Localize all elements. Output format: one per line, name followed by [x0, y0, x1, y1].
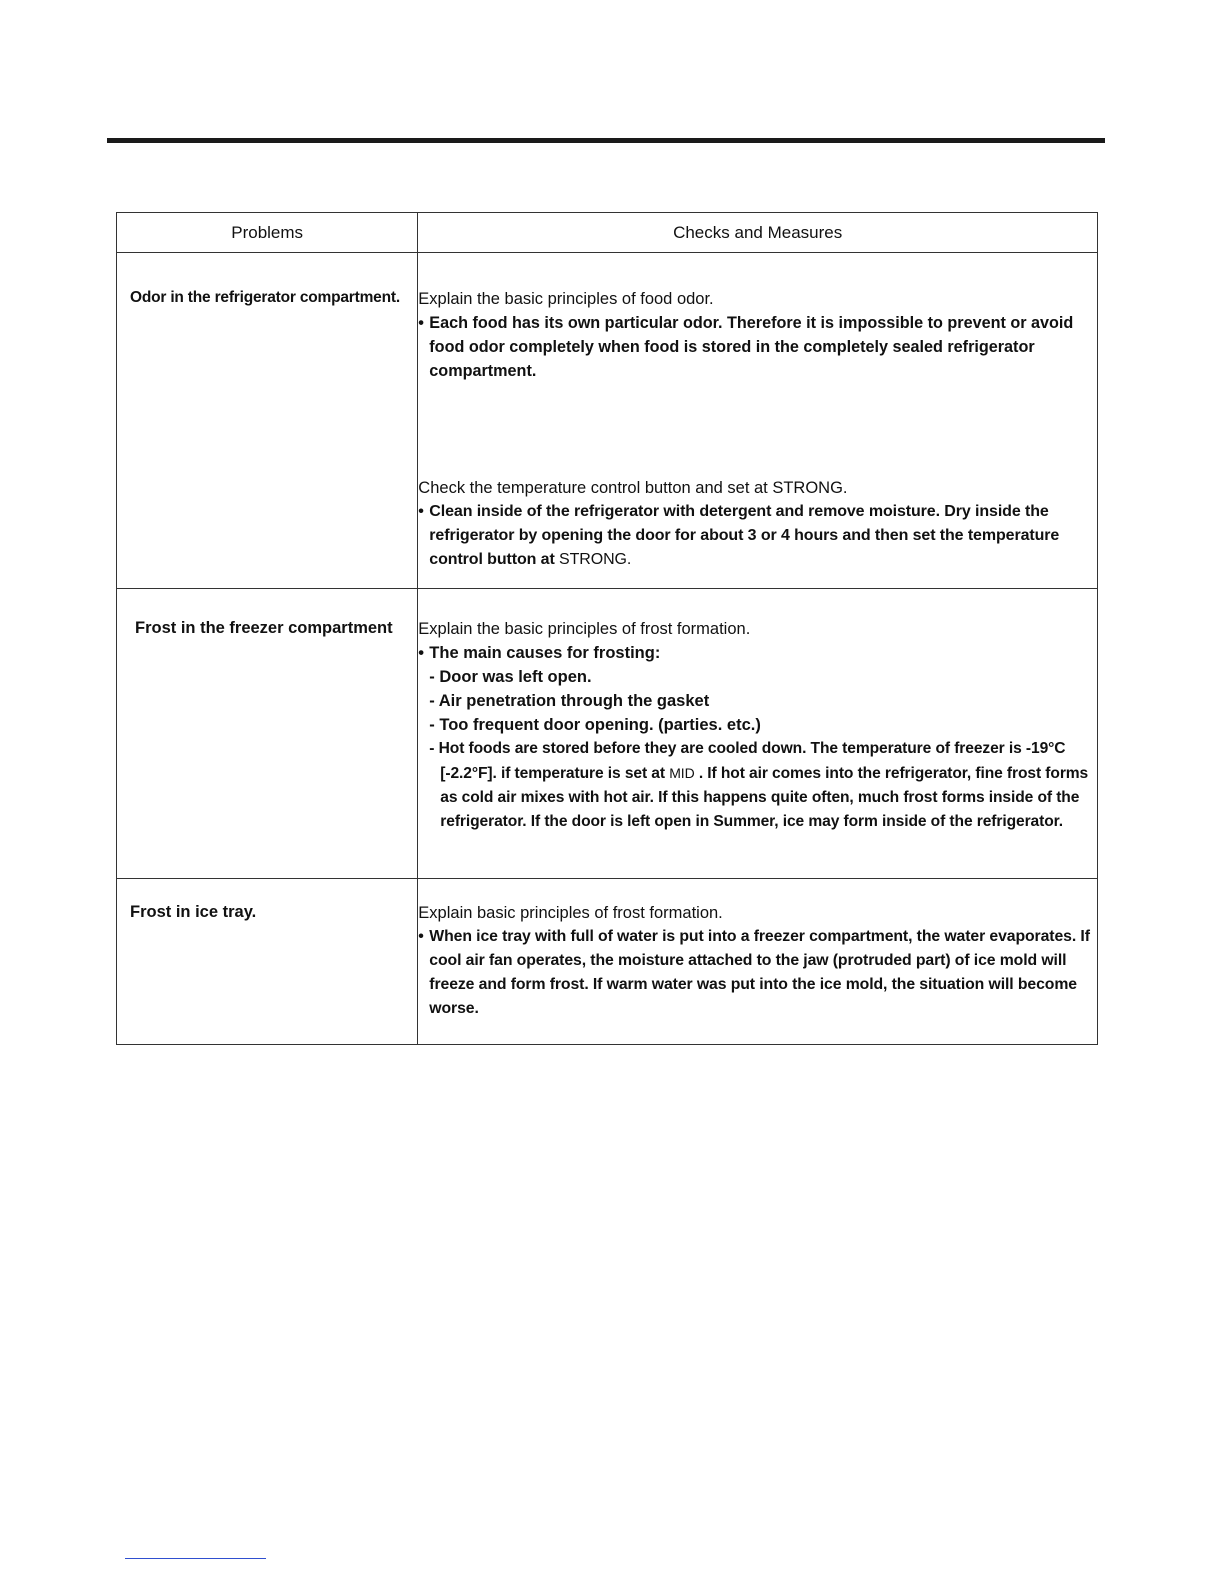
problem-cell: [117, 589, 418, 879]
measure-cell: [418, 253, 1098, 589]
measure-intro: Check the temperature control button and set at STRONG.: [418, 479, 848, 497]
measure-intro: Explain the basic principles of food odor.: [418, 290, 714, 308]
measure-bullet: [418, 500, 1097, 572]
table-header-row: [117, 213, 1098, 253]
bullet-text: When ice tray with full of water is put into a freezer compartment, the water evaporates. If cool air fan operates, the moisture attached to the jaw (protruded part) of ice mold will freeze and form frost. If warm water was put into the ice mold, the situation will become worse.: [429, 928, 1090, 1017]
bullet-icon: •: [418, 314, 424, 332]
measure-block: [418, 383, 1097, 572]
cause-item: [418, 737, 1097, 834]
top-rule: [107, 138, 1105, 143]
measure-bullet: [418, 925, 1097, 1021]
troubleshooting-table: [116, 212, 1098, 1045]
table-row: [117, 589, 1098, 879]
measure-intro: Explain the basic principles of frost formation.: [418, 620, 751, 638]
measure-intro: Explain basic principles of frost formation.: [418, 904, 723, 922]
footer-link-underline[interactable]: [125, 1558, 266, 1559]
cause-item: - Air penetration through the gasket: [429, 692, 710, 710]
bullet-text: Clean inside of the refrigerator with detergent and remove moisture. Dry inside the refrigerator by opening the door for about 3 or 4 hours and then set the temperature control button at: [429, 503, 1060, 568]
measure-bullet: [418, 311, 1097, 383]
bullet-tail: STRONG.: [559, 551, 632, 568]
header-problems: Problems: [117, 213, 418, 253]
measure-cell: [418, 879, 1098, 1045]
bullet-icon: •: [418, 644, 425, 662]
measure-block: [418, 253, 1097, 383]
cause-item: - Too frequent door opening. (parties. etc.): [429, 716, 761, 734]
header-checks: Checks and Measures: [418, 213, 1098, 253]
mid-label: MID: [669, 765, 695, 781]
problem-odor: Odor in the refrigerator compartment.: [130, 289, 400, 306]
bullet-icon: •: [418, 928, 424, 945]
cause-text: - Hot foods are stored before they are cooled down. The temperature of freezer is -19°C [-2.2°F]. if temperature is set at: [429, 740, 1066, 782]
bullet-text: Each food has its own particular odor. Therefore it is impossible to prevent or avoid food odor completely when food is stored in the completely sealed refrigerator compartment.: [429, 314, 1074, 380]
measure-block: [418, 879, 1097, 1021]
table-row: [117, 253, 1098, 589]
cause-item: - Door was left open.: [429, 668, 592, 686]
measure-block: [418, 589, 1097, 834]
bullet-text: The main causes for frosting:: [429, 644, 661, 662]
measure-bullet: [418, 641, 1097, 665]
problem-ice-tray: Frost in ice tray.: [130, 903, 257, 921]
bullet-icon: •: [418, 503, 424, 520]
measure-cell: [418, 589, 1098, 879]
cause-text: . If hot air comes into the refrigerator, fine frost forms as cold air mixes with hot air. If this happens quite often, much frost forms inside of the refrigerator. If the door is left open in Summer, ice may form inside of the refrigerator.: [440, 765, 1089, 830]
problem-freezer-frost: Frost in the freezer compartment: [135, 619, 393, 637]
problem-cell: [117, 879, 418, 1045]
table-row: [117, 879, 1098, 1045]
problem-cell: [117, 253, 418, 589]
